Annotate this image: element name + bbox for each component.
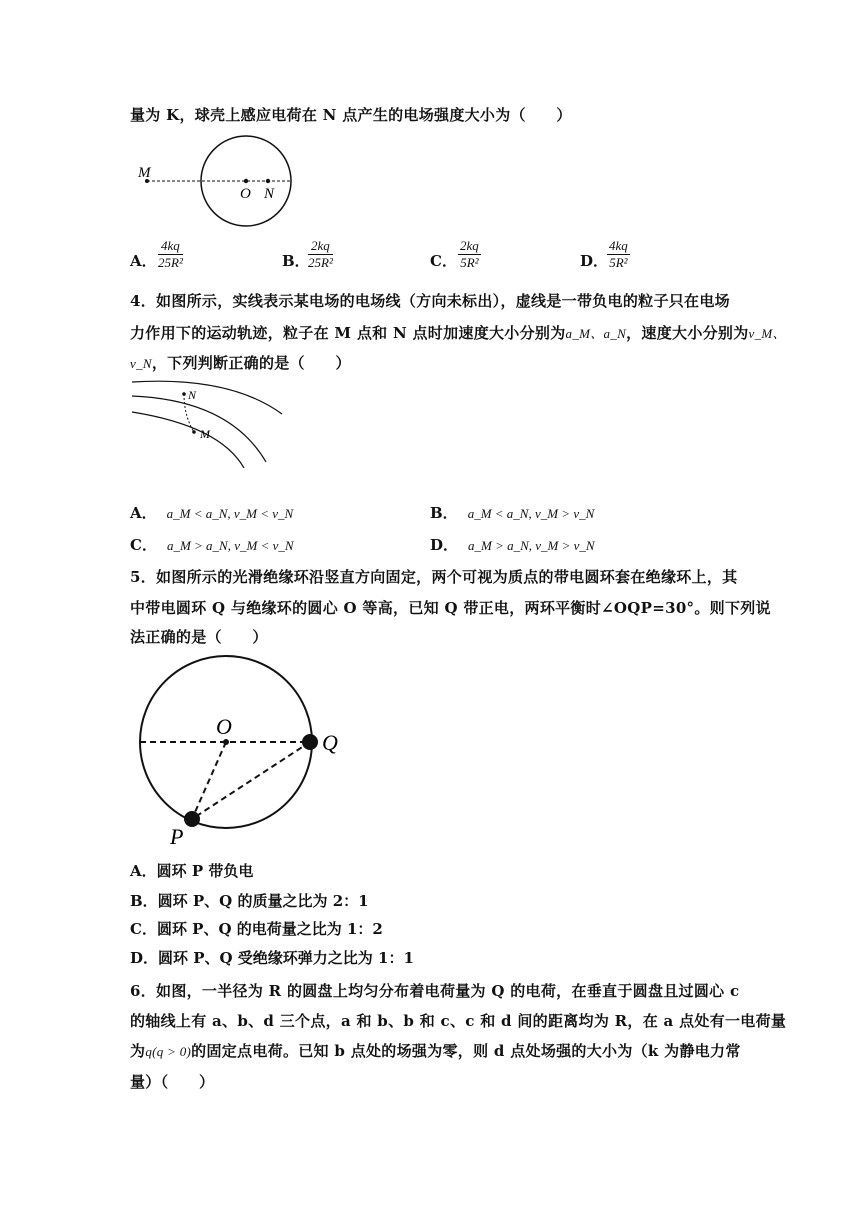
q4-option-d[interactable]: D． a_M > a_N, v_M > v_N — [430, 536, 595, 554]
q5-figure — [130, 652, 350, 848]
q3-option-b-letter[interactable]: B． — [282, 252, 310, 270]
q5-line-3: 法正确的是（ ） — [130, 628, 268, 646]
q4-line-1: 4．如图所示，实线表示某电场的电场线（方向未标出），虚线是一带负电的粒子只在电场 — [130, 292, 730, 310]
q5-option-a[interactable]: A．圆环 P 带负电 — [130, 862, 254, 880]
q4-accel-symbols: a_M、a_N — [565, 326, 627, 341]
q6-line-2: 的轴线上有 a、b、d 三个点，a 和 b、b 和 c、c 和 d 间的距离均为 R，在 a 点处有一电荷量 — [130, 1012, 787, 1030]
q6-line-3: 为q(q > 0)的固定点电荷。已知 b 点处的场强为零，则 d 点处场强的大小为（k 为静电力常 — [130, 1042, 741, 1060]
q4-figure — [130, 376, 290, 468]
q3-option-c-frac: $\frac{2kq}{\text{5R²}}$ — [460, 238, 479, 270]
q5-label-o: O — [216, 714, 232, 739]
q5-line-1: 5．如图所示的光滑绝缘环沿竖直方向固定，两个可视为质点的带电圆环套在绝缘环上，其 — [130, 568, 738, 586]
q3-option-c-letter[interactable]: C． — [430, 252, 457, 270]
q6-line-4: 量）（ ） — [130, 1073, 215, 1091]
q3-tail-text: 量为 K，球壳上感应电荷在 N 点产生的电场强度大小为（ ） — [130, 106, 572, 124]
q3-label-n: N — [264, 186, 275, 202]
q3-label-m: M — [138, 165, 151, 181]
q3-figure — [130, 130, 310, 230]
q3-option-d-letter[interactable]: D． — [580, 252, 609, 270]
q4-label-m: M — [200, 427, 210, 441]
q5-label-q: Q — [322, 730, 338, 755]
q4-label-n: N — [188, 388, 197, 402]
q4-option-c[interactable]: C． a_M > a_N, v_M < v_N — [130, 536, 294, 554]
q3-option-b-frac: $\frac{2kq}{\text{25R²}}$ — [308, 238, 333, 270]
q3-option-a-letter[interactable]: A． — [130, 252, 157, 270]
q5-label-p: P — [170, 824, 184, 848]
q4-option-b[interactable]: B． a_M < a_N, v_M > v_N — [430, 504, 595, 522]
q6-line-1: 6．如图，一半径为 R 的圆盘上均匀分布着电荷量为 Q 的电荷，在垂直于圆盘且过圆心 c — [130, 982, 740, 1000]
q3-label-o: O — [240, 186, 251, 202]
q4-speed-symbols: v_M、 — [748, 326, 786, 341]
q5-option-c[interactable]: C．圆环 P、Q 的电荷量之比为 1：2 — [130, 920, 383, 938]
q4-option-a[interactable]: A． a_M < a_N, v_M < v_N — [130, 504, 294, 522]
q3-option-d-frac: $\frac{4kq}{\text{5R²}}$ — [609, 238, 628, 270]
q5-option-b[interactable]: B．圆环 P、Q 的质量之比为 2：1 — [130, 892, 369, 910]
q6-charge-expr: q(q > 0) — [145, 1044, 192, 1059]
q4-line-2: 力作用下的运动轨迹，粒子在 M 点和 N 点时加速度大小分别为a_M、a_N，速度大小分别为v_M、 — [130, 324, 786, 342]
q5-line-2: 中带电圆环 Q 与绝缘环的圆心 O 等高，已知 Q 带正电，两环平衡时∠OQP=30°。则下列说 — [130, 599, 771, 617]
q3-option-a-frac: $\frac{4kq}{\text{25R²}}$ — [158, 238, 183, 270]
q5-option-d[interactable]: D．圆环 P、Q 受绝缘环弹力之比为 1：1 — [130, 949, 414, 967]
q4-line-3: v_N，下列判断正确的是（ ） — [130, 354, 351, 372]
